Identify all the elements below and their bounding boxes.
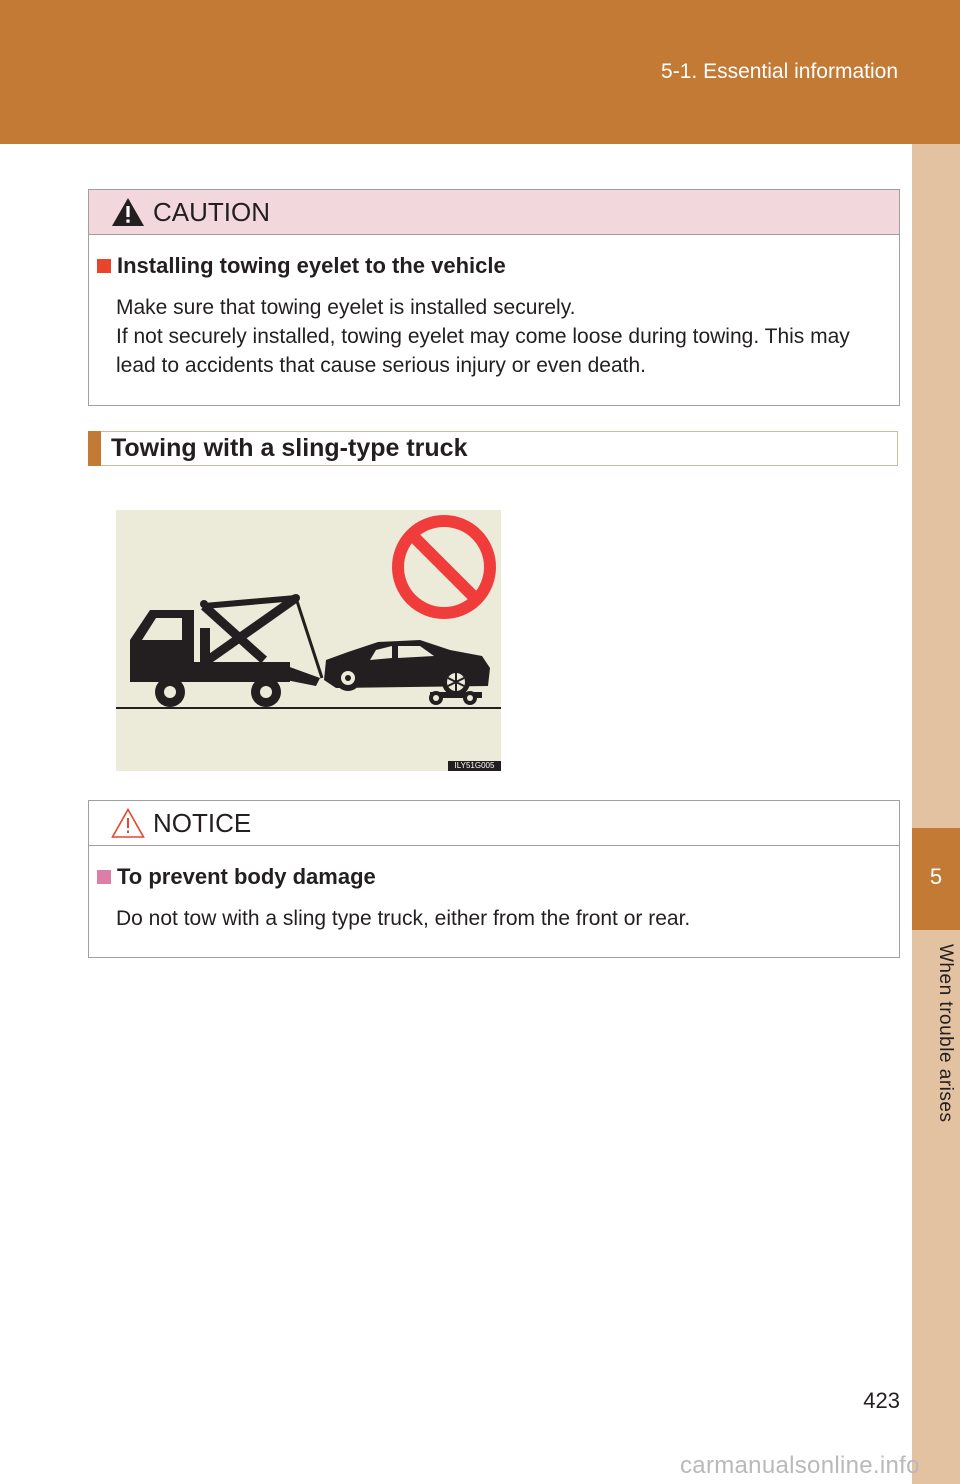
chapter-title: When trouble arises <box>935 944 956 1123</box>
sling-truck-illustration <box>116 510 501 771</box>
chapter-number: 5 <box>929 864 943 889</box>
section-title: 5-1. Essential information <box>661 60 898 83</box>
notice-text: Do not tow with a sling type truck, either from the front or rear. <box>116 907 691 930</box>
caution-body <box>89 235 899 404</box>
caution-label: CAUTION <box>153 196 270 227</box>
notice-body <box>89 846 899 957</box>
tow-truck-prohibited-image <box>116 510 501 771</box>
square-bullet-icon <box>97 259 111 273</box>
caution-subheading <box>97 253 889 279</box>
watermark[interactable]: carmanualsonline.info <box>680 1452 920 1479</box>
notice-box <box>88 800 900 958</box>
notice-header <box>89 801 899 846</box>
page-header <box>0 0 960 144</box>
section-heading-text: Towing with a sling-type truck <box>111 434 468 462</box>
warning-triangle-icon <box>111 196 145 228</box>
caution-line-2: If not securely installed, towing eyelet may come loose during towing. This may lead to accidents that cause serious injury or even death. <box>116 325 850 377</box>
square-bullet-icon <box>97 870 111 884</box>
notice-triangle-icon <box>111 807 145 839</box>
notice-label: NOTICE <box>153 807 252 838</box>
caution-line-1: Make sure that towing eyelet is installed securely. <box>116 296 576 319</box>
caution-text <box>116 293 889 380</box>
section-bar <box>88 431 101 466</box>
caution-heading-text: Installing towing eyelet to the vehicle <box>117 253 506 278</box>
notice-subheading <box>97 864 889 890</box>
caution-box <box>88 189 900 406</box>
page-number: 423 <box>863 1388 900 1413</box>
chapter-tab[interactable] <box>912 828 960 930</box>
caution-header <box>89 190 899 235</box>
notice-heading-text: To prevent body damage <box>117 864 376 889</box>
illustration-code: ILY51G005 <box>448 761 501 771</box>
side-thumb-strip <box>912 144 960 1484</box>
section-heading <box>88 431 898 466</box>
